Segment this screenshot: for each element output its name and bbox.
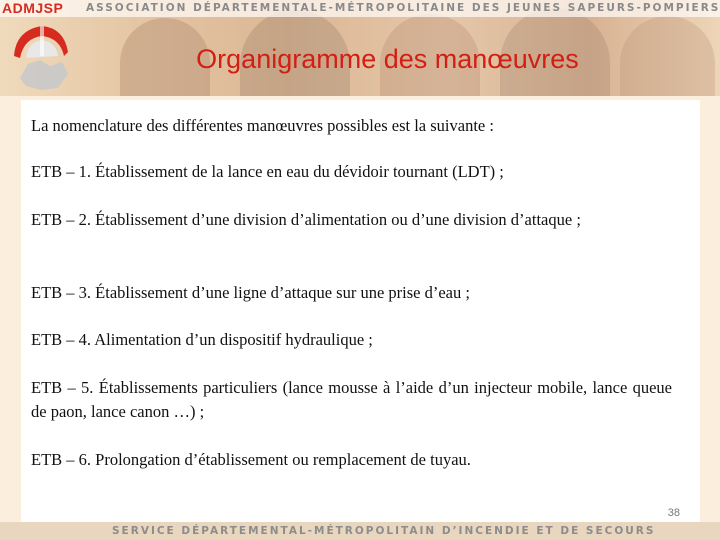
organization-name: ASSOCIATION DÉPARTEMENTALE-MÉTROPOLITAINE DES JEUNES SAPEURS-POMPIERS bbox=[86, 2, 720, 14]
footer-text: SERVICE DÉPARTEMENTAL-MÉTROPOLITAIN D’INCENDIE ET DE SECOURS bbox=[112, 525, 656, 537]
list-item: ETB – 4. Alimentation d’un dispositif hydraulique ; bbox=[31, 330, 373, 349]
list-item: ETB – 2. Établissement d’une division d’alimentation ou d’une division d’attaque ; bbox=[31, 210, 581, 229]
logo-text: ADMJSP bbox=[2, 0, 64, 16]
list-item: ETB – 6. Prolongation d’établissement ou remplacement de tuyau. bbox=[31, 450, 471, 469]
list-item: ETB – 1. Établissement de la lance en eau du dévidoir tournant (LDT) ; bbox=[31, 162, 504, 181]
list-item: ETB – 5. Établissements particuliers (lance mousse à l’aide d’un injecteur mobile, lance queue de paon, lance canon …) ; bbox=[31, 378, 672, 421]
page-number: 38 bbox=[667, 507, 680, 519]
list-item: ETB – 3. Établissement d’une ligne d’attaque sur une prise d’eau ; bbox=[31, 283, 470, 302]
slide-title: Organigramme des manœuvres bbox=[196, 44, 579, 74]
intro-paragraph: La nomenclature des différentes manœuvres possibles est la suivante : bbox=[31, 116, 494, 135]
